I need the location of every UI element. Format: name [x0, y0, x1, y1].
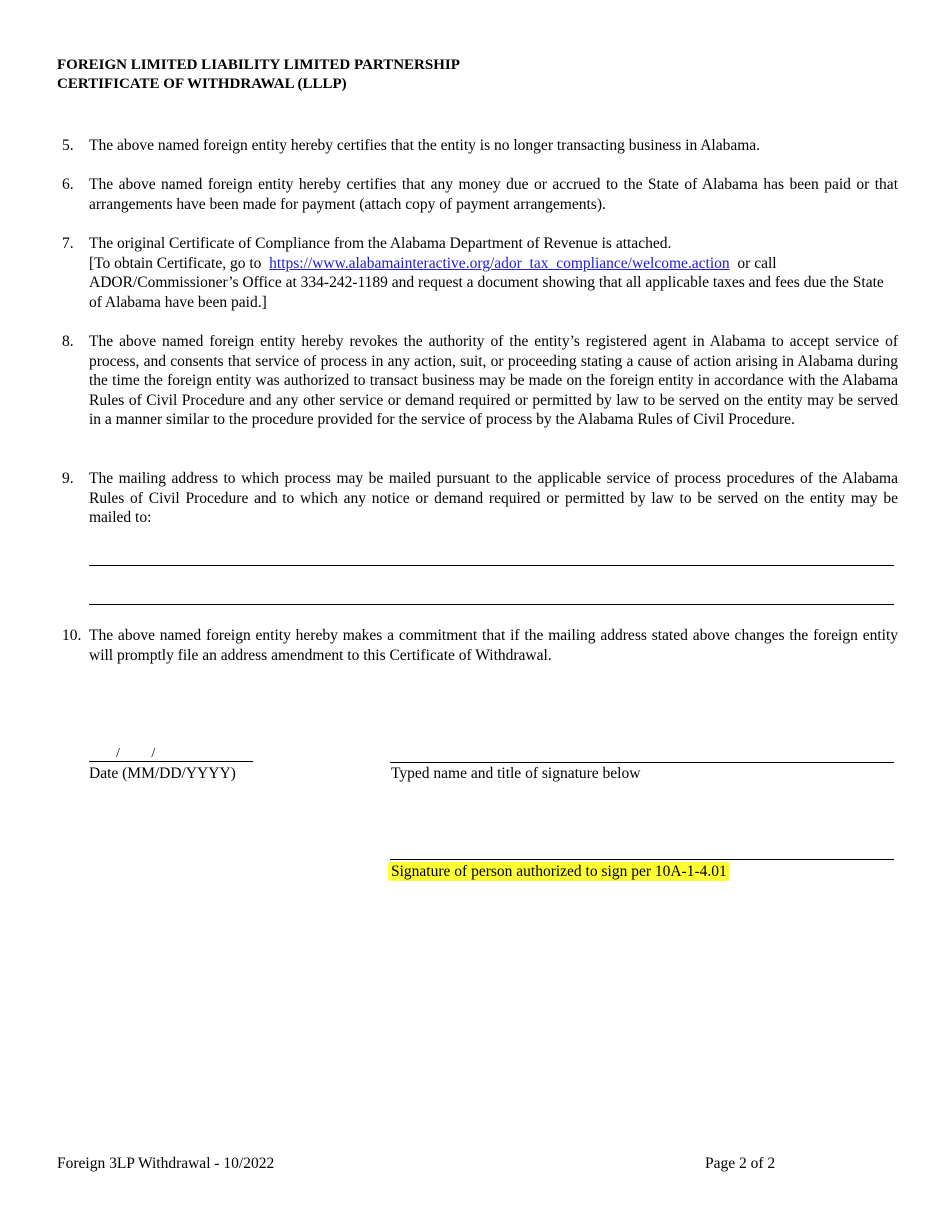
typed-name-line[interactable]: [390, 762, 894, 763]
item-8: [62, 332, 898, 430]
item-7-body: [89, 254, 898, 313]
date-label: Date (MM/DD/YYYY): [89, 765, 236, 782]
date-slashes: / /: [116, 746, 156, 761]
tax-compliance-link[interactable]: https://www.alabamainteractive.org/ador_tax_compliance/welcome.action: [269, 254, 730, 272]
signature-line[interactable]: [390, 859, 894, 860]
item-7: [62, 234, 898, 312]
header-title-line2: CERTIFICATE OF WITHDRAWAL (LLLP): [57, 76, 347, 92]
item-7-post: or call ADOR/Commissioner’s Office at 334-242-1189 and request a document showing that all applicable taxes and fees due the State of Alabama have been paid.]: [89, 254, 884, 311]
item-9: [62, 469, 898, 528]
item-7-line1: The original Certificate of Compliance from the Alabama Department of Revenue is attached.: [89, 235, 672, 252]
item-text: The above named foreign entity hereby revokes the authority of the entity’s registered agent in Alabama to accept service of process, and consents that service of process in any action, suit, or proceeding stating a cause of action arising in Alabama during the time the foreign entity was authorized to transact business may be made on the foreign entity in accordance with the Alabama Rules of Civil Procedure and any other service or demand required or permitted by law to be served on the entity may be served in a manner similar to the procedure provided for the service of process by the Alabama Rules of Civil Procedure.: [89, 333, 898, 429]
item-number: 9.: [62, 470, 74, 487]
document-header: [57, 56, 460, 94]
item-text: The mailing address to which process may be mailed pursuant to the applicable service of process procedures of the Alabama Rules of Civil Procedure and to which any notice or demand required or permitted by law to be served on the entity may be mailed to:: [89, 470, 898, 527]
item-5: [62, 136, 898, 156]
mailing-address-line-1[interactable]: [89, 565, 894, 566]
item-number: 10.: [62, 627, 82, 644]
date-field-line[interactable]: [89, 761, 253, 762]
item-number: 8.: [62, 333, 74, 350]
item-7-pre: [To obtain Certificate, go to: [89, 254, 262, 272]
signature-label: [388, 862, 730, 881]
item-number: 5.: [62, 137, 74, 154]
typed-name-label: Typed name and title of signature below: [391, 765, 641, 782]
item-text: [89, 234, 898, 312]
item-text: The above named foreign entity hereby certifies that any money due or accrued to the State of Alabama has been paid or that arrangements have been made for payment (attach copy of payment arrangements).: [89, 176, 898, 213]
item-text: The above named foreign entity hereby makes a commitment that if the mailing address stated above changes the foreign entity will promptly file an address amendment to this Certificate of Withdrawal.: [89, 627, 898, 664]
header-title-line1: FOREIGN LIMITED LIABILITY LIMITED PARTNERSHIP: [57, 57, 460, 73]
item-text: The above named foreign entity hereby certifies that the entity is no longer transacting business in Alabama.: [89, 137, 761, 154]
item-6: [62, 175, 898, 214]
item-number: 6.: [62, 176, 74, 193]
footer-page-number: Page 2 of 2: [705, 1155, 776, 1172]
item-number: 7.: [62, 235, 74, 252]
item-10: [62, 626, 898, 665]
footer-form-id: Foreign 3LP Withdrawal - 10/2022: [57, 1155, 275, 1172]
signature-label-highlight: Signature of person authorized to sign per 10A-1-4.01: [388, 862, 730, 881]
mailing-address-line-2[interactable]: [89, 604, 894, 605]
